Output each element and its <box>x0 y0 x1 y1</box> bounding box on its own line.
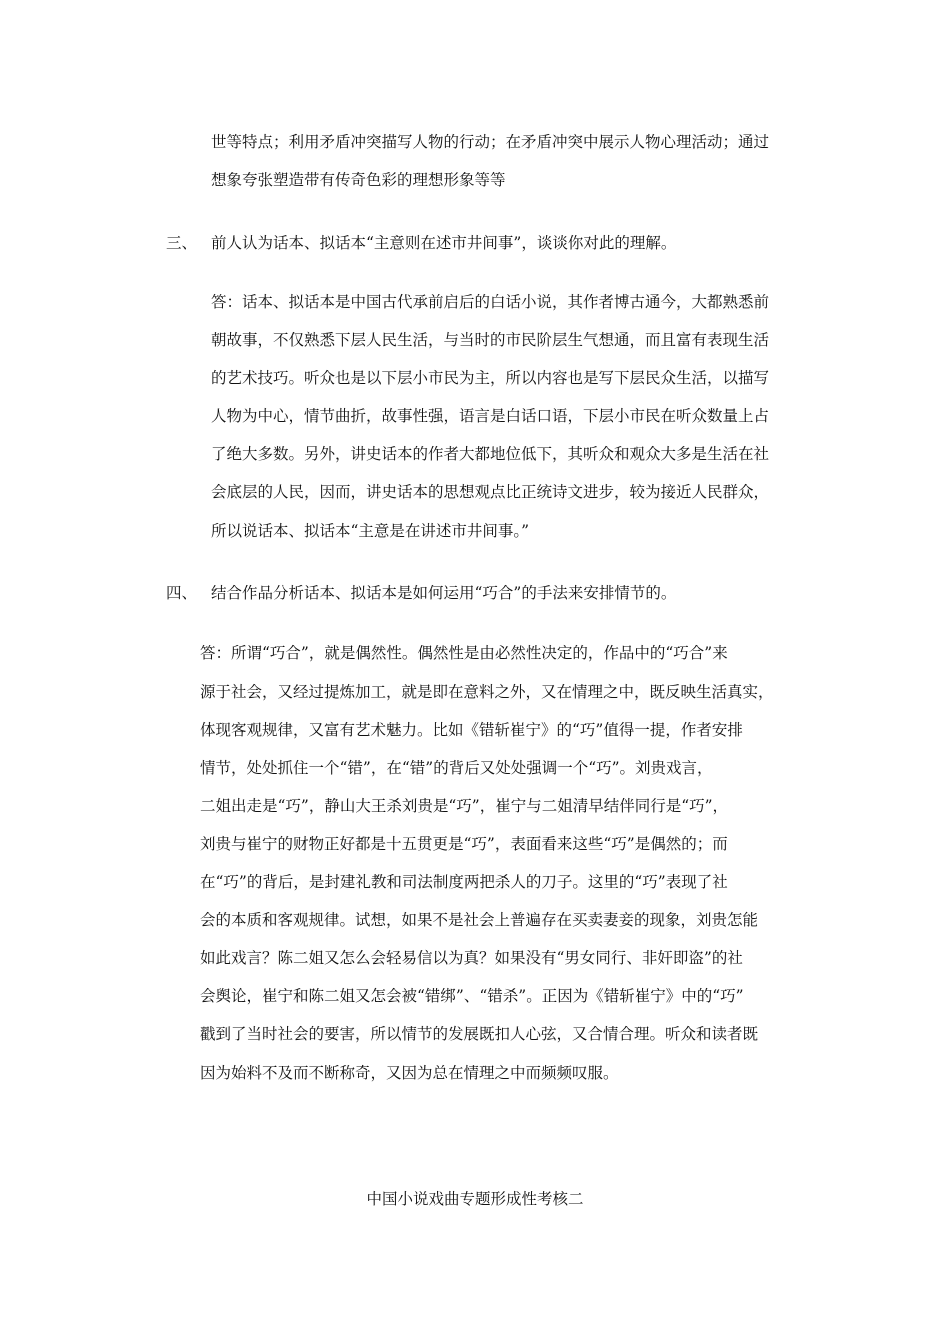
answer-line: 会底层的人民，因而，讲史话本的思想观点比正统诗文进步，较为接近人民群众， <box>211 483 770 501</box>
answer-line: 刘贵与崔宁的财物正好都是十五贯更是“巧”，表面看来这些“巧”是偶然的；而 <box>200 835 728 853</box>
answer-line: 会舆论，崔宁和陈二姐又怎会被“错绑”、“错杀”。正因为《错斩崔宁》中的“巧” <box>200 987 744 1005</box>
question-number: 四、 <box>166 584 198 602</box>
intro-line: 想象夸张塑造带有传奇色彩的理想形象等等 <box>211 171 506 189</box>
question-text: 前人认为话本、拟话本“主意则在述市井间事”，谈谈你对此的理解。 <box>211 234 677 252</box>
answer-line: 情节，处处抓住一个“错”，在“错”的背后又处处强调一个“巧”。刘贵戏言， <box>200 759 713 777</box>
intro-line: 世等特点；利用矛盾冲突描写人物的行动；在矛盾冲突中展示人物心理活动；通过 <box>211 133 770 151</box>
answer-line: 答：话本、拟话本是中国古代承前启后的白话小说，其作者博古通今，大都熟悉前 <box>211 293 770 311</box>
answer-line: 因为始料不及而不断称奇，又因为总在情理之中而频频叹服。 <box>200 1064 619 1082</box>
answer-line: 在“巧”的背后，是封建礼教和司法制度两把杀人的刀子。这里的“巧”表现了社 <box>200 873 728 891</box>
answer-line: 源于社会，又经过提炼加工，就是即在意料之外，又在情理之中，既反映生活真实， <box>200 683 774 701</box>
answer-line: 朝故事，不仅熟悉下层人民生活，与当时的市民阶层生气想通，而且富有表现生活 <box>211 331 770 349</box>
section-title: 中国小说戏曲专题形成性考核二 <box>366 1190 584 1208</box>
answer-line: 了绝大多数。另外，讲史话本的作者大都地位低下，其听众和观众大多是生活在社 <box>211 445 770 463</box>
answer-line: 答：所谓“巧合”，就是偶然性。偶然性是由必然性决定的，作品中的“巧合”来 <box>200 644 728 662</box>
answer-line: 人物为中心，情节曲折，故事性强，语言是白话口语，下层小市民在听众数量上占 <box>211 407 770 425</box>
answer-line: 体现客观规律，又富有艺术魅力。比如《错斩崔宁》的“巧”值得一提，作者安排 <box>200 721 743 739</box>
question-number: 三、 <box>166 234 198 252</box>
answer-line: 如此戏言？陈二姐又怎么会轻易信以为真？如果没有“男女同行、非奸即盗”的社 <box>200 949 743 967</box>
answer-line: 的艺术技巧。听众也是以下层小市民为主，所以内容也是写下层民众生活，以描写 <box>211 369 770 387</box>
answer-line: 会的本质和客观规律。试想，如果不是社会上普遍存在买卖妻妾的现象，刘贵怎能 <box>200 911 759 929</box>
answer-line: 所以说话本、拟话本“主意是在讲述市井间事。” <box>211 522 530 540</box>
answer-line: 二姐出走是“巧”，静山大王杀刘贵是“巧”，崔宁与二姐清早结伴同行是“巧”， <box>200 797 729 815</box>
question-text: 结合作品分析话本、拟话本是如何运用“巧合”的手法来安排情节的。 <box>211 584 677 602</box>
answer-line: 戳到了当时社会的要害，所以情节的发展既扣人心弦，又合情合理。听众和读者既 <box>200 1025 759 1043</box>
